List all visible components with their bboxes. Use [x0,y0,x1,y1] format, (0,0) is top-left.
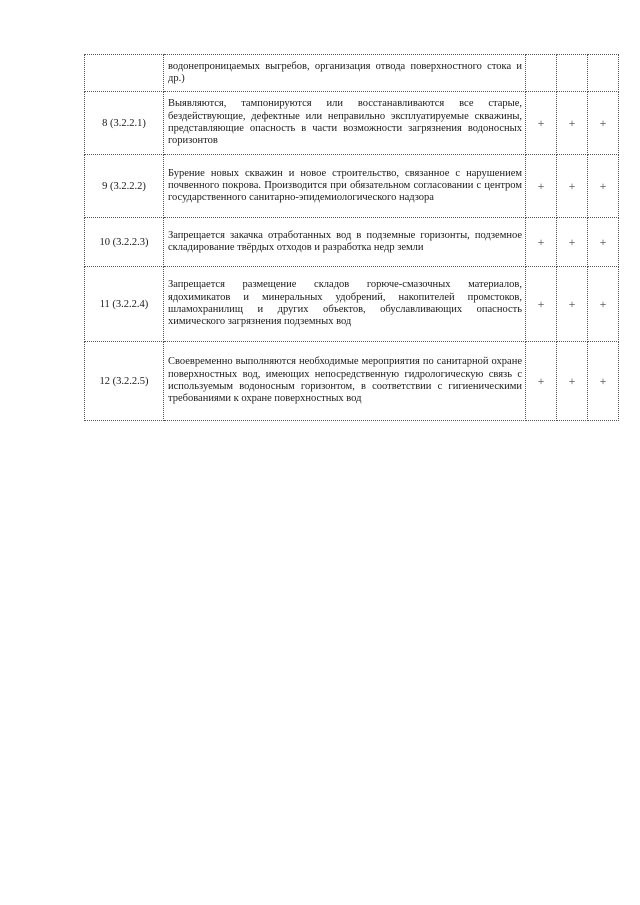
zone-1-mark: + [526,267,557,342]
row-number: 9 (3.2.2.2) [85,155,164,218]
zone-1-mark: + [526,218,557,267]
zone-1-mark: + [526,342,557,421]
zone-3-mark: + [588,92,619,155]
row-text: Запрещается закачка отработанных вод в подземные горизонты, подземное складирование твёрдых отходов и разработка недр земли [164,218,526,267]
zone-3-mark: + [588,342,619,421]
zone-3-mark: + [588,155,619,218]
zone-2-mark: + [557,155,588,218]
table-row [85,218,619,267]
zone-1-mark: + [526,155,557,218]
zone-3-mark: + [588,267,619,342]
zone-3-mark: + [588,218,619,267]
table-row [85,55,619,92]
row-number: 12 (3.2.2.5) [85,342,164,421]
row-text: Запрещается размещение складов горюче-смазочных материалов, ядохимикатов и минеральных удобрений, накопителей промстоков, шламохранилищ и других объектов, обуславливающих опасность химического загрязнения подземных вод [164,267,526,342]
row-text: Своевременно выполняются необходимые мероприятия по санитарной охране поверхностных вод, имеющих непосредственную гидрологическую связь с используемым водоносным горизонтом, в соответствии с гигиеническими требованиями к охране поверхностных вод [164,342,526,421]
row-number: 11 (3.2.2.4) [85,267,164,342]
zone-2-mark: + [557,342,588,421]
zone-1-mark [526,55,557,92]
zone-2-mark: + [557,92,588,155]
zone-2-mark: + [557,218,588,267]
table-row [85,267,619,342]
zone-1-mark: + [526,92,557,155]
sanitary-measures-table [84,54,619,421]
zone-2-mark: + [557,267,588,342]
table-row [85,155,619,218]
row-text: Бурение новых скважин и новое строительство, связанное с нарушением почвенного покрова. Производится при обязательном согласовании с центром государственного санитарно-эпидемиологического надзора [164,155,526,218]
row-number: 8 (3.2.2.1) [85,92,164,155]
zone-2-mark [557,55,588,92]
table-row [85,92,619,155]
row-number: 10 (3.2.2.3) [85,218,164,267]
row-text: Выявляются, тампонируются или восстанавливаются все старые, бездействующие, дефектные или неправильно эксплуатируемые скважины, представляющие опасность в части возможности загрязнения водоносных горизонтов [164,92,526,155]
zone-3-mark [588,55,619,92]
row-text: водонепроницаемых выгребов, организация отвода поверхностного стока и др.) [164,55,526,92]
table-row [85,342,619,421]
row-number [85,55,164,92]
